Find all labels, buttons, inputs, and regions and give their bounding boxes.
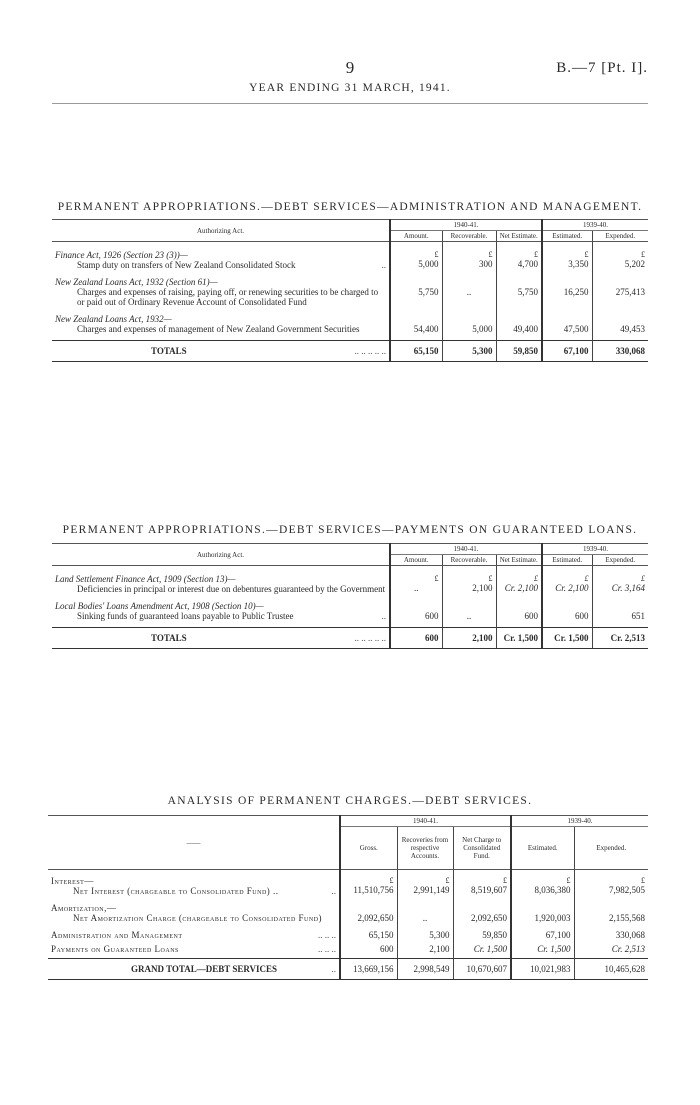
net-estimate-cell: 5,750: [496, 271, 542, 308]
estimated-cell: 8,036,380: [534, 885, 571, 895]
leader-dots: .. .. ..: [318, 930, 336, 940]
estimated-total: 10,021,983: [511, 959, 574, 980]
amount-cell: ..: [414, 583, 419, 593]
act-description: Charges and expenses of management of New Zealand Government Securities: [77, 324, 360, 334]
recoveries-total: 2,998,549: [397, 959, 453, 980]
gross-header: Gross.: [340, 827, 397, 870]
page-number: 9: [345, 58, 355, 77]
estimated-total: 67,100: [542, 341, 592, 362]
expended-total: 330,068: [592, 341, 648, 362]
amount-header: Amount.: [390, 231, 442, 242]
net-estimate-total: Cr. 1,500: [496, 628, 542, 649]
pound-sign: £: [641, 876, 645, 885]
amount-cell: 600: [390, 595, 442, 628]
estimated-cell: Cr. 2,100: [555, 583, 589, 593]
act-description: Charges and expenses of raising, paying off, or renewing securities to be charged to or paid out of Ordinary Revenue Account of Consolidated Fund: [77, 287, 379, 307]
pound-sign: £: [389, 876, 394, 885]
estimated-cell: 67,100: [511, 924, 574, 941]
year-current-header: 1940-41.: [390, 220, 542, 231]
table2-guaranteed-loans: [52, 543, 648, 649]
net-estimate-cell: Cr. 2,100: [504, 583, 538, 593]
estimated-cell: 16,250: [542, 271, 592, 308]
row-heading: Interest—: [51, 876, 94, 886]
pound-sign: £: [534, 250, 538, 259]
recoverable-cell: 2,100: [472, 583, 493, 593]
amount-header: Amount.: [390, 555, 442, 566]
act-description: Stamp duty on transfers of New Zealand Consolidated Stock: [77, 260, 296, 270]
year-current-header: 1940-41.: [340, 816, 511, 827]
totals-row: [52, 341, 648, 362]
leader-dots: ..: [381, 260, 386, 270]
recoverable-cell: 5,000: [442, 308, 496, 341]
row-description: Net Amortization Charge (chargeable to Consolidated Fund): [73, 913, 323, 923]
row-description: Payments on Guaranteed Loans: [51, 944, 179, 954]
gross-total: 13,669,156: [340, 959, 397, 980]
year-previous-header: 1939-40.: [542, 220, 648, 231]
act-description: Deficiencies in principal or interest due on debentures guaranteed by the Government: [77, 584, 386, 594]
table3-title: ANALYSIS OF PERMANENT CHARGES.—DEBT SERVICES.: [167, 795, 533, 807]
leader-dots: .. .. .. .. ..: [354, 633, 386, 643]
authorizing-act-header: Authorizing Act.: [52, 220, 390, 242]
pound-sign: £: [434, 574, 439, 583]
recoveries-cell: 2,991,149: [413, 885, 450, 895]
expended-header: Expended.: [592, 231, 648, 242]
expended-cell: Cr. 2,513: [574, 941, 648, 959]
table-row: [48, 941, 648, 959]
recoverable-header: Recoverable.: [442, 231, 496, 242]
recoverable-header: Recoverable.: [442, 555, 496, 566]
act-title: New Zealand Loans Act, 1932 (Section 61)—: [55, 277, 218, 287]
pound-sign: £: [488, 574, 493, 583]
expended-cell: 5,202: [624, 259, 645, 269]
net-estimate-cell: 4,700: [517, 259, 538, 269]
net-charge-header: Net Charge to Consolidated Fund.: [453, 827, 511, 870]
act-title: New Zealand Loans Act, 1932—: [55, 314, 172, 324]
recoveries-cell: ..: [397, 897, 453, 924]
year-previous-header: 1939-40.: [511, 816, 648, 827]
pound-sign: £: [534, 574, 538, 583]
net-charge-cell: Cr. 1,500: [453, 941, 511, 959]
net-estimate-header: Net Estimate.: [496, 555, 542, 566]
expended-total: 10,465,628: [574, 959, 648, 980]
expended-cell: 7,982,505: [609, 885, 645, 895]
year-ending-line: YEAR ENDING 31 MARCH, 1941.: [249, 82, 451, 94]
expended-header: Expended.: [592, 555, 648, 566]
table1-title: PERMANENT APPROPRIATIONS.—DEBT SERVICES—ADMINISTRATION AND MANAGEMENT.: [57, 201, 643, 213]
net-charge-cell: 59,850: [453, 924, 511, 941]
grand-total-label: GRAND TOTAL—DEBT SERVICES: [131, 964, 278, 974]
gross-cell: 600: [340, 941, 397, 959]
pound-sign: £: [434, 250, 439, 259]
recoverable-total: 2,100: [442, 628, 496, 649]
estimated-header: Estimated.: [542, 555, 592, 566]
estimated-cell: 47,500: [542, 308, 592, 341]
analysis-head-dash: ——: [48, 816, 340, 870]
estimated-cell: 3,350: [568, 259, 589, 269]
amount-cell: 5,750: [390, 271, 442, 308]
table3-analysis: [48, 815, 648, 980]
estimated-total: Cr. 1,500: [542, 628, 592, 649]
table-row: [48, 870, 648, 898]
totals-label: TOTALS: [151, 633, 187, 643]
table1-admin-management: [52, 219, 648, 362]
estimated-header: Estimated.: [511, 827, 574, 870]
recoveries-cell: 2,100: [397, 941, 453, 959]
table-row: [52, 595, 648, 628]
act-title: Finance Act, 1926 (Section 23 (3))—: [55, 250, 188, 260]
totals-label: TOTALS: [151, 346, 187, 356]
expended-cell: 275,413: [592, 271, 648, 308]
estimated-header: Estimated.: [542, 231, 592, 242]
leader-dots: ..: [331, 964, 336, 974]
estimated-cell: 600: [542, 595, 592, 628]
row-description: Net Interest (chargeable to Consolidated Fund) ..: [73, 886, 279, 896]
estimated-cell: Cr. 1,500: [511, 941, 574, 959]
expended-total: Cr. 2,513: [592, 628, 648, 649]
table-row: [52, 271, 648, 308]
amount-cell: 5,000: [418, 259, 439, 269]
net-estimate-header: Net Estimate.: [496, 231, 542, 242]
net-estimate-cell: 49,400: [496, 308, 542, 341]
leader-dots: ..: [381, 611, 386, 621]
gross-cell: 2,092,650: [340, 897, 397, 924]
table-row: [52, 308, 648, 341]
net-charge-cell: 2,092,650: [453, 897, 511, 924]
table2-title: PERMANENT APPROPRIATIONS.—DEBT SERVICES—PAYMENTS ON GUARANTEED LOANS.: [62, 524, 638, 536]
pound-sign: £: [445, 876, 450, 885]
net-estimate-total: 59,850: [496, 341, 542, 362]
recoverable-total: 5,300: [442, 341, 496, 362]
net-estimate-cell: 600: [496, 595, 542, 628]
gross-cell: 65,150: [340, 924, 397, 941]
pound-sign: £: [641, 250, 645, 259]
expended-cell: 49,453: [592, 308, 648, 341]
expended-cell: 651: [592, 595, 648, 628]
pound-sign: £: [584, 574, 589, 583]
header-rule: [52, 103, 648, 104]
document-reference: B.—7 [Pt. I].: [556, 60, 648, 76]
recoveries-header: Recoveries from respective Accounts.: [397, 827, 453, 870]
year-previous-header: 1939-40.: [542, 544, 648, 555]
act-description: Sinking funds of guaranteed loans payable to Public Trustee: [77, 611, 294, 621]
table-row: [52, 566, 648, 596]
grand-total-row: [48, 959, 648, 980]
pound-sign: £: [641, 574, 645, 583]
row-description: Administration and Management: [51, 930, 183, 940]
leader-dots: ..: [331, 886, 336, 896]
year-current-header: 1940-41.: [390, 544, 542, 555]
amount-cell: 54,400: [390, 308, 442, 341]
pound-sign: £: [584, 250, 589, 259]
recoverable-cell: ..: [442, 271, 496, 308]
estimated-cell: 1,920,003: [511, 897, 574, 924]
table-row: [48, 924, 648, 941]
net-charge-cell: 8,519,607: [471, 885, 507, 895]
row-heading: Amortization,—: [51, 903, 117, 913]
act-title: Land Settlement Finance Act, 1909 (Section 13)—: [55, 574, 236, 584]
pound-sign: £: [503, 876, 507, 885]
expended-cell: Cr. 3,164: [611, 583, 645, 593]
expended-cell: 2,155,568: [574, 897, 648, 924]
recoverable-cell: ..: [442, 595, 496, 628]
amount-total: 600: [390, 628, 442, 649]
expended-header: Expended.: [574, 827, 648, 870]
leader-dots: .. .. .. .. ..: [354, 346, 386, 356]
pound-sign: £: [488, 250, 493, 259]
gross-cell: 11,510,756: [353, 885, 394, 895]
table-row: [52, 242, 648, 272]
net-charge-total: 10,670,607: [453, 959, 511, 980]
leader-dots: .. .. ..: [318, 944, 336, 954]
expended-cell: 330,068: [574, 924, 648, 941]
table-row: [48, 897, 648, 924]
totals-row: [52, 628, 648, 649]
authorizing-act-header: Authorizing Act.: [52, 544, 390, 566]
amount-total: 65,150: [390, 341, 442, 362]
recoveries-cell: 5,300: [397, 924, 453, 941]
pound-sign: £: [566, 876, 571, 885]
recoverable-cell: 300: [479, 259, 493, 269]
act-title: Local Bodies' Loans Amendment Act, 1908 (Section 10)—: [55, 601, 264, 611]
